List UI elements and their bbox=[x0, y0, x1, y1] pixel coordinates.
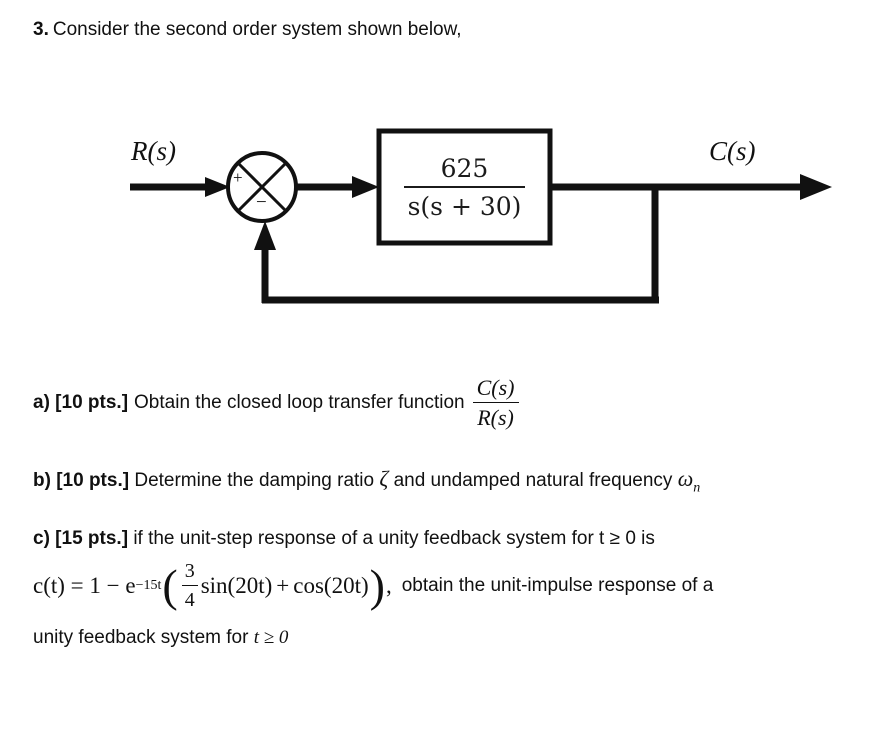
right-paren: ) bbox=[369, 559, 385, 611]
part-c-tag: c) [15 pts.] bbox=[33, 528, 129, 549]
natural-frequency-symbol bbox=[677, 466, 701, 496]
input-signal-label: R(s) bbox=[131, 136, 176, 166]
ratio-numerator: C(s) bbox=[476, 375, 515, 400]
part-b-tag: b) [10 pts.] bbox=[33, 470, 130, 491]
question-stem-text: Consider the second order system shown below, bbox=[52, 19, 462, 40]
output-signal-label: C(s) bbox=[709, 136, 756, 166]
transfer-function-block bbox=[379, 131, 550, 243]
part-c-line2-text: unity feedback system for bbox=[33, 627, 249, 648]
left-paren: ( bbox=[162, 559, 178, 611]
omega-glyph: ω bbox=[677, 466, 694, 491]
plus-operator: + bbox=[276, 572, 290, 598]
coefficient-numerator: 3 bbox=[184, 560, 195, 582]
damping-ratio-symbol: ζ bbox=[379, 466, 389, 491]
transfer-function-fraction bbox=[402, 154, 528, 221]
ratio-denominator: R(s) bbox=[477, 405, 514, 430]
question-stem bbox=[33, 18, 462, 42]
part-c-tail: obtain the unit-impulse response of a bbox=[401, 574, 714, 596]
coefficient-denominator: 4 bbox=[184, 589, 195, 611]
part-a bbox=[33, 375, 519, 431]
part-c bbox=[33, 526, 655, 552]
equation-comma: , bbox=[385, 572, 392, 598]
part-b-text-before: Determine the damping ratio bbox=[134, 470, 375, 491]
part-b bbox=[33, 466, 700, 501]
summing-minus-sign: − bbox=[256, 192, 267, 213]
part-c-text: if the unit-step response of a unity feedback system for t ≥ 0 is bbox=[133, 528, 655, 549]
sine-term: sin(20t) bbox=[200, 572, 273, 598]
equation-lhs: c(t) = 1 − e bbox=[33, 572, 136, 598]
coefficient-fraction bbox=[182, 558, 198, 613]
block-diagram bbox=[0, 58, 887, 328]
part-a-tag: a) [10 pts.] bbox=[33, 392, 129, 413]
summing-plus-sign: + bbox=[233, 168, 243, 187]
closed-loop-ratio bbox=[473, 375, 519, 431]
equation-exponent: −15t bbox=[135, 577, 162, 593]
omega-subscript: n bbox=[693, 480, 701, 496]
part-c-time-condition: t ≥ 0 bbox=[253, 627, 289, 648]
part-c-line2 bbox=[33, 627, 288, 649]
transfer-function-numerator: 625 bbox=[440, 153, 489, 183]
part-b-text-middle: and undamped natural frequency bbox=[393, 470, 673, 491]
cosine-term: cos(20t) bbox=[293, 572, 369, 598]
part-c-equation bbox=[33, 558, 863, 613]
transfer-function-denominator: s(s + 30) bbox=[407, 191, 522, 221]
question-number: 3. bbox=[33, 19, 49, 40]
part-a-text: Obtain the closed loop transfer function bbox=[134, 392, 465, 413]
